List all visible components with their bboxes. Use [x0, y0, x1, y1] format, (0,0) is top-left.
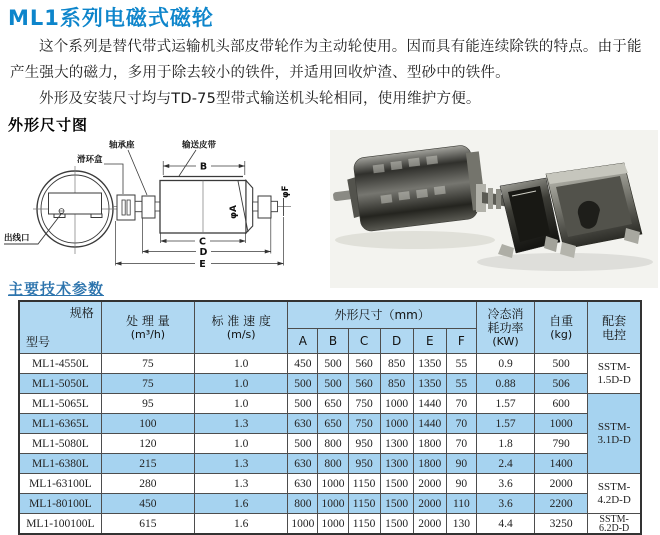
value-cell: 560 [348, 374, 380, 394]
value-cell: 1.6 [195, 514, 288, 535]
table-row [19, 474, 641, 494]
model-cell: ML1-6380L [19, 454, 101, 474]
value-cell: 500 [288, 434, 318, 454]
model-cell: ML1-80100L [19, 494, 101, 514]
header-dim-a: A [288, 329, 318, 354]
value-cell: 2200 [535, 494, 588, 514]
value-cell: 450 [288, 354, 318, 374]
value-cell: 950 [348, 454, 380, 474]
header-dimensions-group: 外形尺寸（mm） [288, 301, 477, 329]
intro-text [10, 34, 654, 112]
value-cell: 120 [101, 434, 194, 454]
value-cell: 130 [446, 514, 476, 535]
side-view [104, 150, 291, 266]
value-cell: 2.4 [476, 454, 534, 474]
value-cell: 0.9 [476, 354, 534, 374]
value-cell: 2000 [413, 494, 446, 514]
header-dim-c: C [348, 329, 380, 354]
header-spec-model [19, 301, 101, 354]
value-cell: 1500 [380, 494, 413, 514]
value-cell: 1.3 [195, 414, 288, 434]
header-speed: 标 准 速 度 (m/s) [195, 301, 288, 354]
value-cell: 1350 [413, 374, 446, 394]
value-cell: 3250 [535, 514, 588, 535]
value-cell: 500 [318, 354, 348, 374]
params-table-body [19, 354, 641, 535]
value-cell: 1300 [380, 434, 413, 454]
value-cell: 215 [101, 454, 194, 474]
value-cell: 1000 [318, 474, 348, 494]
header-dim-d: D [380, 329, 413, 354]
value-cell: 1.57 [476, 394, 534, 414]
value-cell: 630 [288, 474, 318, 494]
value-cell: 90 [446, 474, 476, 494]
value-cell: 1000 [318, 514, 348, 535]
value-cell: 800 [318, 434, 348, 454]
value-cell: 1.6 [195, 494, 288, 514]
value-cell: 630 [288, 414, 318, 434]
value-cell: 1440 [413, 394, 446, 414]
value-cell: 280 [101, 474, 194, 494]
dimension-drawing [0, 134, 330, 288]
value-cell: 1.0 [195, 354, 288, 374]
value-cell: 1.0 [195, 434, 288, 454]
control-cell: SSTM- 4.2D-D [588, 474, 641, 514]
value-cell: 1000 [318, 494, 348, 514]
value-cell: 500 [535, 354, 588, 374]
control-cell: SSTM- 1.5D-D [588, 354, 641, 394]
value-cell: 615 [101, 514, 194, 535]
value-cell: 750 [348, 394, 380, 414]
value-cell: 1.0 [195, 374, 288, 394]
value-cell: 650 [318, 394, 348, 414]
dim-e-label: E [199, 259, 206, 270]
value-cell: 70 [446, 394, 476, 414]
model-cell: ML1-63100L [19, 474, 101, 494]
value-cell: 630 [288, 454, 318, 474]
value-cell: 3.6 [476, 494, 534, 514]
value-cell: 500 [288, 394, 318, 414]
value-cell: 1800 [413, 434, 446, 454]
table-row [19, 354, 641, 374]
value-cell: 800 [288, 494, 318, 514]
control-cell: SSTM- 6.2D-D [588, 514, 641, 535]
dim-a-label: φA [229, 204, 239, 219]
value-cell: 95 [101, 394, 194, 414]
value-cell: 850 [380, 354, 413, 374]
value-cell: 1440 [413, 414, 446, 434]
value-cell: 75 [101, 354, 194, 374]
value-cell: 750 [348, 414, 380, 434]
header-dim-e: E [413, 329, 446, 354]
dim-c-label: C [199, 236, 206, 248]
dim-b-label: B [199, 161, 208, 173]
value-cell: 500 [288, 374, 318, 394]
dim-d-label: D [199, 247, 208, 258]
value-cell: 1800 [413, 454, 446, 474]
wire-outlet-label: 出线口 [4, 233, 30, 244]
value-cell: 1000 [288, 514, 318, 535]
model-cell: ML1-100100L [19, 514, 101, 535]
model-cell: ML1-5050L [19, 374, 101, 394]
value-cell: 55 [446, 354, 476, 374]
value-cell: 1150 [348, 514, 380, 535]
value-cell: 55 [446, 374, 476, 394]
intro-paragraph-1: 这个系列是替代带式运输机头部皮带轮作为主动轮使用。因而具有能连续除铁的特点。由于能产生强大的磁力，多用于除去较小的铁件，并适用回收炉渣、型砂中的铁件。 [10, 39, 642, 81]
model-cell: ML1-5065L [19, 394, 101, 414]
value-cell: 850 [380, 374, 413, 394]
table-row [19, 434, 641, 454]
params-table [18, 300, 642, 535]
header-dim-f: F [446, 329, 476, 354]
model-cell: ML1-4550L [19, 354, 101, 374]
value-cell: 506 [535, 374, 588, 394]
value-cell: 500 [318, 374, 348, 394]
header-spec: 规格 [69, 306, 94, 320]
header-control: 配套 电控 [588, 301, 641, 354]
table-row [19, 514, 641, 535]
header-capacity: 处 理 量 (m³/h) [101, 301, 194, 354]
value-cell: 4.4 [476, 514, 534, 535]
bearing-seat-label: 轴承座 [109, 140, 135, 151]
value-cell: 450 [101, 494, 194, 514]
header-power: 冷态消 耗功率 (KW) [476, 301, 534, 354]
header-weight: 自重 (kg) [535, 301, 588, 354]
model-cell: ML1-6365L [19, 414, 101, 434]
value-cell: 1.3 [195, 454, 288, 474]
value-cell: 790 [535, 434, 588, 454]
value-cell: 70 [446, 414, 476, 434]
value-cell: 3.6 [476, 474, 534, 494]
value-cell: 1.8 [476, 434, 534, 454]
value-cell: 1150 [348, 494, 380, 514]
header-model: 型号 [26, 335, 51, 349]
value-cell: 1000 [535, 414, 588, 434]
value-cell: 1000 [380, 414, 413, 434]
value-cell: 2000 [413, 474, 446, 494]
value-cell: 600 [535, 394, 588, 414]
value-cell: 950 [348, 434, 380, 454]
value-cell: 560 [348, 354, 380, 374]
value-cell: 70 [446, 434, 476, 454]
page-title: ML1系列电磁式磁轮 [8, 6, 214, 30]
value-cell: 650 [318, 414, 348, 434]
value-cell: 1.3 [195, 474, 288, 494]
value-cell: 90 [446, 454, 476, 474]
table-row [19, 394, 641, 414]
value-cell: 1.57 [476, 414, 534, 434]
value-cell: 0.88 [476, 374, 534, 394]
value-cell: 75 [101, 374, 194, 394]
value-cell: 1.0 [195, 394, 288, 414]
value-cell: 2000 [535, 474, 588, 494]
value-cell: 1400 [535, 454, 588, 474]
value-cell: 1000 [380, 394, 413, 414]
model-cell: ML1-5080L [19, 434, 101, 454]
drawing-heading: 外形尺寸图 [8, 116, 89, 134]
header-dim-b: B [318, 329, 348, 354]
value-cell: 800 [318, 454, 348, 474]
value-cell: 1500 [380, 514, 413, 535]
table-row [19, 494, 641, 514]
intro-paragraph-2: 外形及安装尺寸均与TD-75型带式输送机头轮相同，使用维护方便。 [39, 91, 481, 107]
conveyor-belt-label: 输送皮带 [182, 140, 217, 151]
value-cell: 1350 [413, 354, 446, 374]
table-row [19, 374, 641, 394]
value-cell: 1300 [380, 454, 413, 474]
table-row [19, 414, 641, 434]
value-cell: 2000 [413, 514, 446, 535]
value-cell: 1150 [348, 474, 380, 494]
table-row [19, 454, 641, 474]
control-cell: SSTM- 3.1D-D [588, 394, 641, 474]
value-cell: 1500 [380, 474, 413, 494]
value-cell: 100 [101, 414, 194, 434]
value-cell: 110 [446, 494, 476, 514]
params-heading: 主要技术参数 [8, 280, 105, 298]
dim-f-label: φF [281, 185, 291, 198]
product-photo [330, 130, 658, 288]
slip-ring-box-label: 滑环盒 [77, 155, 103, 165]
